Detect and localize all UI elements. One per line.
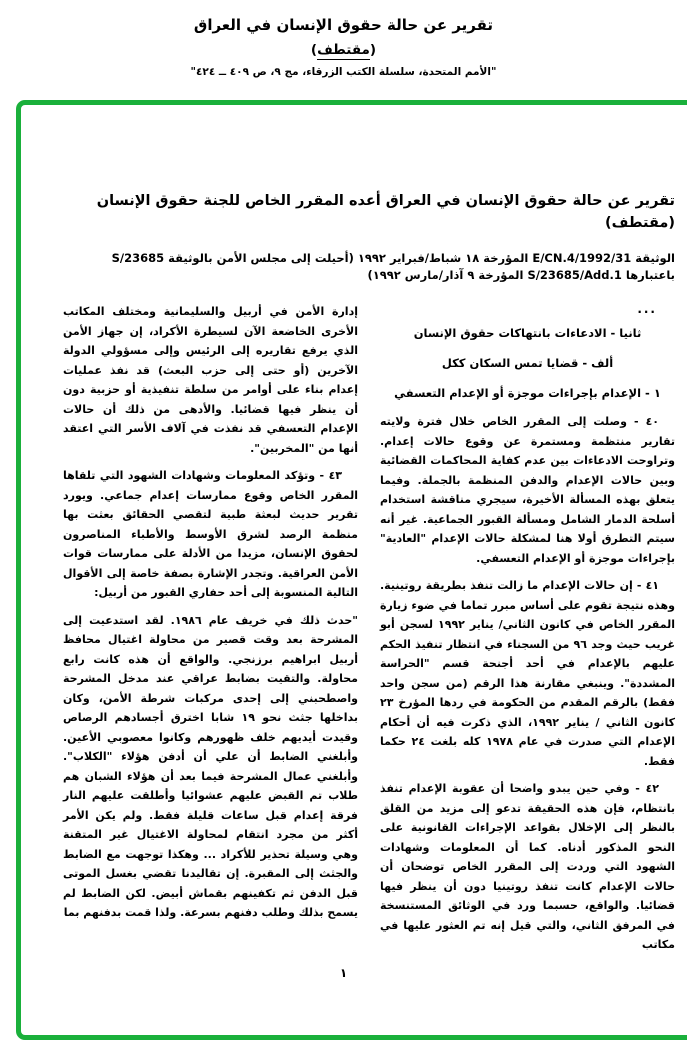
- paragraph-42: ٤٢ - وفي حين يبدو واضحا أن عقوبة الإعدام تنفذ بانتظام، فإن هذه الحقيقة تدعو إلى مزيد من القلق بالنظر إلى الإخلال بقواعد الإجراءات القانونية على النحو المذكور أدناه. كما أن المعلومات وشهادات الشهود التي وردت إلى المقرر الخاص توضحان أن حالات الإعدام كانت تنفذ روتينيا دون أن ينظر فيها قضائيا. والواقع، حسبما ورد في الوثائق المستنسخة في المرفق الثاني، والتي قيل إنه تم العثور عليها في مكاتب: [380, 782, 675, 951]
- witness-quote: "حدث ذلك في خريف عام ١٩٨٦. لقد استدعيت إلى المشرحة بعد وقت قصير من محاولة اغتيال محافظ أربيل ابراهيم برزنجي. والواقع أن هذه كانت رابع محاولة. والتقيت بضابط عراقي عند مدخل المشرحة واصطحبني إلى إحدى مركبات شرطة الأمن، وكان بداخلها جثث نحو ١٩ شابا اخترق أجسادهم الرصاص وقيدت أيديهم خلف ظهورهم وكانوا معصوبي الأعين. وأبلغني الضابط أن علي أن أدفن هؤلاء "الكلاب". وأبلغني عمال المشرحة فيما بعد أن هؤلاء الشبان هم طلاب تم القبض عليهم عشوائيا وأطلقت عليهم النار فرقة إعدام قبل ساعات قليلة فقط. ولم يكن الأمر أكثر من مجرد انتقام لمحاولة الاغتيال غير المتقنة وهي وسيلة تحذير للأكراد ... وهكذا توجهت مع الضابط والجثث إلى المقبرة. إن تقاليدنا تقضي بغسل الموتى قبل الدفن ثم تكفينهم بقماش أبيض. لكن الضابط لم يسمح بذلك وطلب دفنهم بسرعة. ولذا قمت بدفنهم بما: [63, 613, 358, 919]
- page-number: ١: [339, 966, 348, 980]
- paragraph-43: ٤٣ - وتؤكد المعلومات وشهادات الشهود التي تلقاها المقرر الخاص وقوع ممارسات إعدام جماعي. ويورد تقرير حديث لبعثة طبية لتقصي الحقائق بعثت بها منظمة الرصد لشرق الأوسط والأطباء المناصرون لحقوق الإنسان، مزيدا من الأدلة على ممارسات قوات الأمن العراقية. وتجدر الإشارة بصفة خاصة إلى الأقوال التالية المنسوبة إلى أحد حفاري القبور من أربيل:: [63, 469, 358, 599]
- numbered-heading: ١ - الإعدام بإجراءات موجزة أو الإعدام التعسفي: [394, 386, 661, 400]
- two-column-text: [37, 302, 675, 963]
- paragraph-40: ٤٠ - وصلت إلى المقرر الخاص خلال فترة ولايته تقارير منتظمة ومستمرة عن وقوع حالات إعدام. وتراوحت الادعاءات بين عدم كفاية المحاكمات القضائية وبين حالات الإعدام والدفن المنظمة بالجملة. وفيما يتعلق بهذه المسألة الأخيرة، سيجري مناقشة استخدام أسلحة الدمار الشامل ومسألة القبور الجماعية. غير أنه سيتم التطرق أولا هنا لمشكلة حالات الإعدام "العادية" بإجراءات موجزة أو الإعدام التعسفي.: [380, 415, 675, 565]
- subtitle-paren-open: (: [369, 42, 377, 58]
- page-title: تقرير عن حالة حقوق الإنسان في العراق: [193, 16, 494, 34]
- subtitle-paren-close: ): [310, 42, 318, 58]
- document-reference: الوثيقة E/CN.4/1992/31 المؤرخة ١٨ شباط/فبراير ١٩٩٢ (أحيلت إلى مجلس الأمن بالوثيقة S/23685 باعتبارها S/23685/Add.1 المؤرخة ٩ آذار/مارس ١٩٩٢): [111, 251, 675, 282]
- report-title: تقرير عن حالة حقوق الإنسان في العراق أعده المقرر الخاص للجنة حقوق الإنسان (مقتطف): [96, 193, 675, 231]
- document-header: [0, 14, 687, 78]
- omission-ellipsis: ...: [637, 302, 657, 316]
- paragraph-41: ٤١ - إن حالات الإعدام ما زالت تنفذ بطريقة روتينية. وهذه نتيجة تقوم على أساس مبرر تماما في ضوء زيارة المقرر الخاص في كانون الثاني/ يناير ١٩٩٢ لسجن أبو غريب حيث وجد ٩٦ من السجناء في انتظار تنفيذ الحكم عليهم بالإعدام في أحد أجنحة قسم "الحراسة المشددة". وينبغي مقارنة هذا الرقم (من سجن واحد فقط) بالرقم المقدم من الحكومة في ردها المؤرخ ٢٣ كانون الثاني / يناير ١٩٩٢، الذي ذكرت فيه أن أحكام الإعدام التي صدرت في عام ١٩٧٨ كله بلغت ٢٤ حكما فقط.: [380, 579, 675, 768]
- section-heading: ثانيا - الادعاءات بانتهاكات حقوق الإنسان: [413, 326, 642, 340]
- header-source-citation: "الأمم المتحدة، سلسلة الكتب الزرقاء، مج ٩، ص ٤٠٩ ــ ٤٢٤": [190, 66, 497, 78]
- column-right: [380, 302, 675, 963]
- sub-section-heading: ألف - قضايا تمس السكان ككل: [441, 356, 614, 370]
- column-left: [63, 302, 358, 931]
- content-frame: [16, 100, 687, 1040]
- subtitle-excerpt-word: مقتطف: [317, 42, 370, 58]
- paragraph-42-continued: إدارة الأمن في أربيل والسليمانية ومختلف المكاتب الأخرى الخاضعة الآن لسيطرة الأكراد، إن جهاز الأمن الذي يرفع تقاريره إلى الرئيس وإلى مسؤولي الدولة الآخرين (أو حتى إلى حزب البعث) قد نفذ عمليات إعدام بناء على أوامر من سلطة تنفيذية أو حزبية دون أن ينظر فيها قضائيا. والأدهى من ذلك أن حالات الإعدام التعسفي قد نفذت في آلاف الأسر التي اعتقد أنها من "المخربين".: [63, 305, 358, 455]
- header-subtitle: [0, 42, 687, 58]
